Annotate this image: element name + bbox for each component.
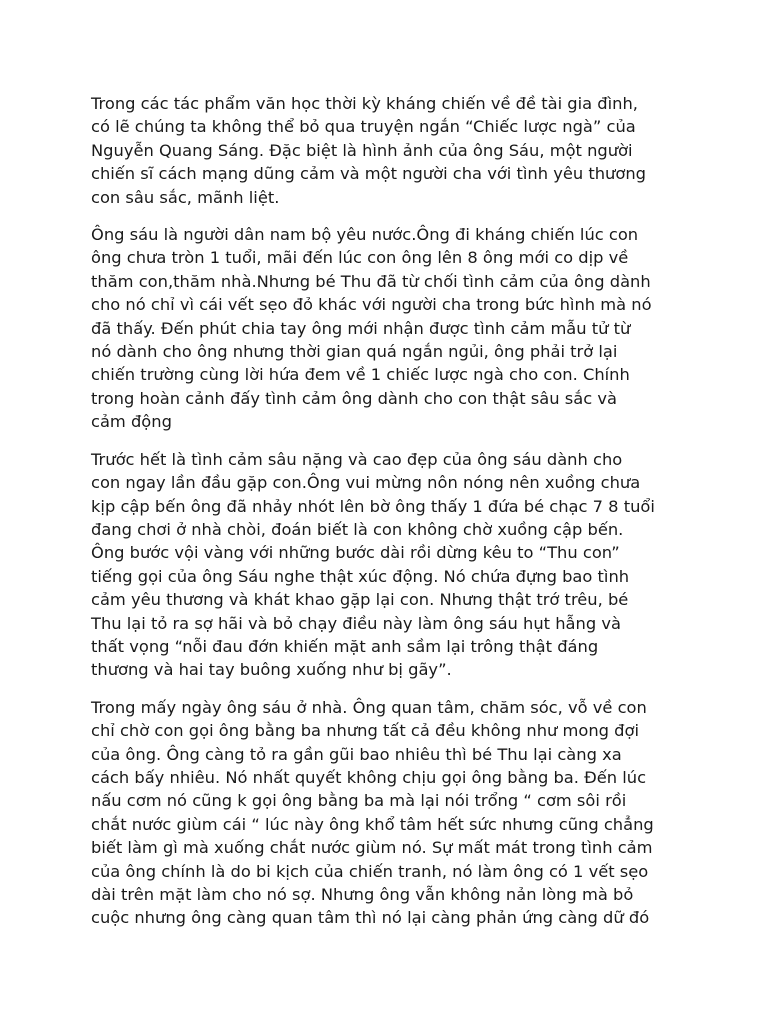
- paragraph-days-at-home: Trong mấy ngày ông sáu ở nhà. Ông quan tâm, chăm sóc, vỗ về con chỉ chờ con gọi ông bằng ba nhưng tất cả đều không như mong đợi của ông. Ông càng tỏ ra gần gũi bao nhiêu thì bé Thu lại càng xa cách bấy nhiêu. Nó nhất quyết không chịu gọi ông bằng ba. Đến lúc nấu cơm nó cũng k gọi ông bằng ba mà lại nói trổng “ cơm sôi rồi chắt nước giùm cái “ lúc này ông khổ tâm hết sức nhưng cũng chẳng biết làm gì mà xuống chắt nước giùm nó. Sự mất mát trong tình cảm của ông chính là do bi kịch của chiến tranh, nó làm ông có 1 vết sẹo dài trên mặt làm cho nó sợ. Nhưng ông vẫn không nản lòng mà bỏ cuộc nhưng ông càng quan tâm thì nó lại càng phản ứng càng dữ đó: [91, 697, 654, 928]
- document-body: [91, 92, 691, 944]
- paragraph-intro: Trong các tác phẩm văn học thời kỳ kháng chiến về đề tài gia đình, có lẽ chúng ta không thể bỏ qua truyện ngắn “Chiếc lược ngà” của Nguyễn Quang Sáng. Đặc biệt là hình ảnh của ông Sáu, một người chiến sĩ cách mạng dũng cảm và một người cha với tình yêu thương con sâu sắc, mãnh liệt.: [91, 94, 646, 207]
- paragraph-ong-sau-background: Ông sáu là người dân nam bộ yêu nước.Ông đi kháng chiến lúc con ông chưa tròn 1 tuổi, mãi đến lúc con ông lên 8 ông mới co dịp về thăm con,thăm nhà.Nhưng bé Thu đã từ chối tình cảm của ông dành cho nó chỉ vì cái vết sẹo đỏ khác với người cha trong bức hình mà nó đã thấy. Đến phút chia tay ông mới nhận được tình cảm mẫu tử từ nó dành cho ông nhưng thời gian quá ngắn ngủi, ông phải trở lại chiến trường cùng lời hứa đem về 1 chiếc lược ngà cho con. Chính trong hoàn cảnh đấy tình cảm ông dành cho con thật sâu sắc và cảm động: [91, 225, 652, 432]
- paragraph-first-meeting: Trước hết là tình cảm sâu nặng và cao đẹp của ông sáu dành cho con ngay lần đầu gặp con.Ông vui mừng nôn nóng nên xuồng chưa kịp cập bến ông đã nhảy nhót lên bờ ông thấy 1 đứa bé chạc 7 8 tuổi đang chơi ở nhà chòi, đoán biết là con không chờ xuồng cập bến. Ông bước vội vàng với những bước dài rồi dừng kêu to “Thu con” tiếng gọi của ông Sáu nghe thật xúc động. Nó chứa đựng bao tình cảm yêu thương và khát khao gặp lại con. Nhưng thật trớ trêu, bé Thu lại tỏ ra sợ hãi và bỏ chạy điều này làm ông sáu hụt hẫng và thất vọng “nỗi đau đớn khiến mặt anh sầm lại trông thật đáng thương và hai tay buông xuống như bị gãy”.: [91, 449, 655, 680]
